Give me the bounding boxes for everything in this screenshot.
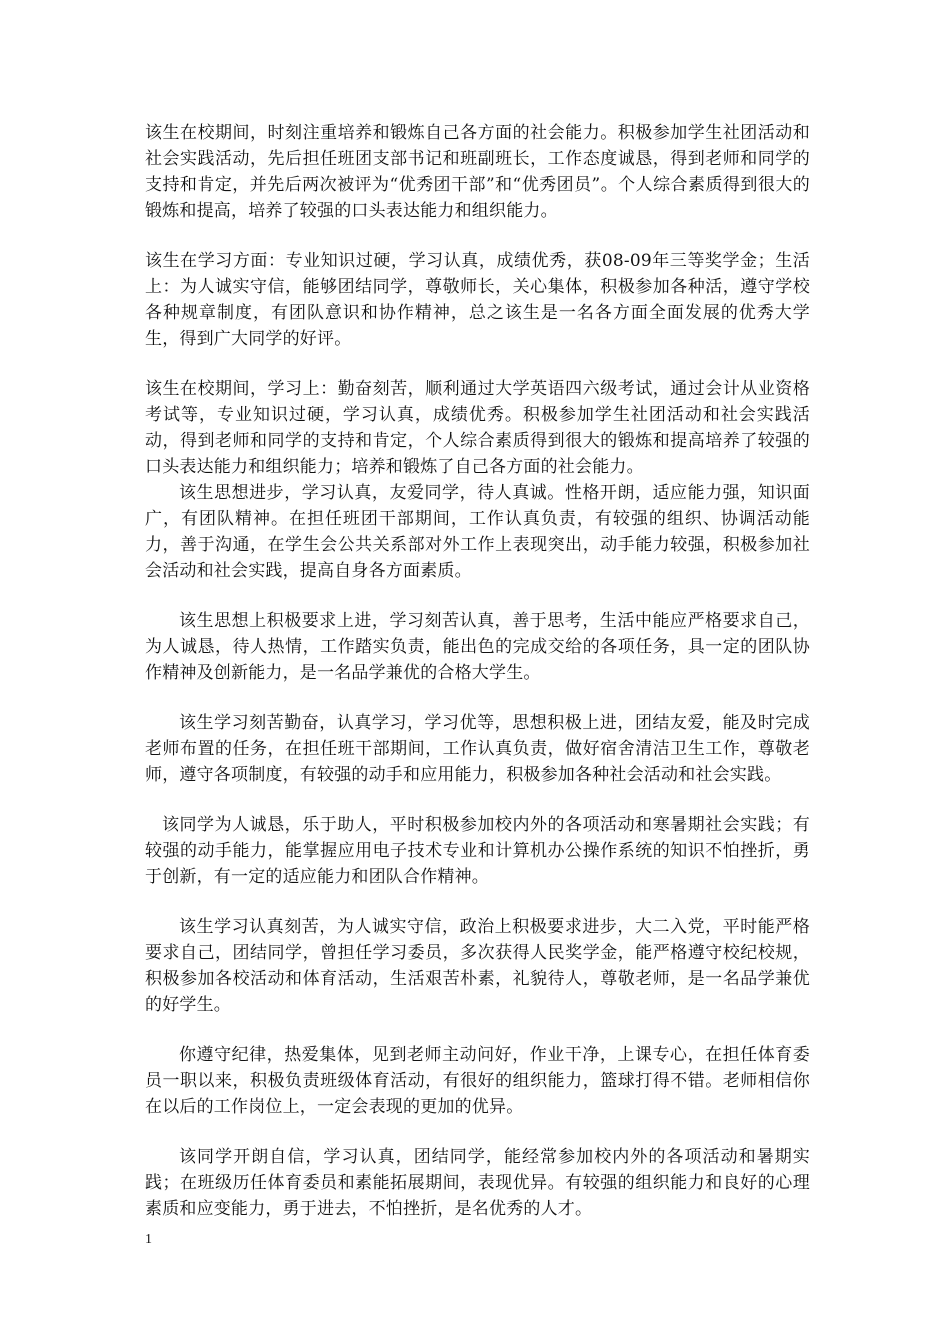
paragraph-4: 该生思想进步，学习认真，友爱同学，待人真诚。性格开朗，适应能力强，知识面广，有团队精神。在担任班团干部期间，工作认真负责，有较强的组织、协调活动能力，善于沟通，在学生会公共关系部对外工作上表现突出，动手能力较强，积极参加社会活动和社会实践，提高自身各方面素质。 — [145, 483, 810, 581]
paragraph-10: 该同学开朗自信，学习认真，团结同学，能经常参加校内外的各项活动和暑期实践；在班级历任体育委员和素能拓展期间，表现优异。有较强的组织能力和良好的心理素质和应变能力，勇于进去，不怕挫折，是名优秀的人才。 — [145, 1147, 810, 1219]
paragraph-9: 你遵守纪律，热爱集体，见到老师主动问好，作业干净，上课专心，在担任体育委员一职以来，积极负责班级体育活动，有很好的组织能力，篮球打得不错。老师相信你在以后的工作岗位上，一定会表现的更加的优异。 — [145, 1045, 810, 1117]
document-body — [145, 120, 810, 1222]
paragraph-1: 该生在校期间，时刻注重培养和锻炼自己各方面的社会能力。积极参加学生社团活动和社会实践活动，先后担任班团支部书记和班副班长，工作态度诚恳，得到老师和同学的支持和肯定，并先后两次被评为“优秀团干部”和“优秀团员”。个人综合素质得到很大的锻炼和提高，培养了较强的口头表达能力和组织能力。 — [145, 123, 810, 221]
paragraph-8: 该生学习认真刻苦，为人诚实守信，政治上积极要求进步，大二入党，平时能严格要求自己，团结同学，曾担任学习委员，多次获得人民奖学金，能严格遵守校纪校规，积极参加各校活动和体育活动，生活艰苦朴素，礼貌待人，尊敬老师，是一名品学兼优的好学生。 — [145, 917, 810, 1015]
paragraph-6: 该生学习刻苦勤奋，认真学习，学习优等，思想积极上进，团结友爱，能及时完成老师布置的任务，在担任班干部期间，工作认真负责，做好宿舍清洁卫生工作，尊敬老师，遵守各项制度，有较强的动手和应用能力，积极参加各种社会活动和社会实践。 — [145, 713, 810, 785]
paragraph-5: 该生思想上积极要求上进，学习刻苦认真，善于思考，生活中能应严格要求自己，为人诚恳，待人热情，工作踏实负责，能出色的完成交给的各项任务，具一定的团队协作精神及创新能力，是一名品学兼优的合格大学生。 — [145, 611, 810, 683]
paragraph-7: 该同学为人诚恳，乐于助人，平时积极参加校内外的各项活动和寒暑期社会实践；有较强的动手能力，能掌握应用电子技术专业和计算机办公操作系统的知识不怕挫折，勇于创新，有一定的适应能力和团队合作精神。 — [145, 815, 810, 887]
paragraph-2: 该生在学习方面：专业知识过硬，学习认真，成绩优秀，获08-09年三等奖学金；生活上：为人诚实守信，能够团结同学，尊敬师长，关心集体，积极参加各种活，遵守学校各种规章制度，有团队意识和协作精神，总之该生是一名各方面全面发展的优秀大学生，得到广大同学的好评。 — [145, 251, 810, 349]
page-number: 1 — [145, 1232, 152, 1247]
paragraph-3: 该生在校期间，学习上：勤奋刻苦，顺利通过大学英语四六级考试，通过会计从业资格考试等，专业知识过硬，学习认真，成绩优秀。积极参加学生社团活动和社会实践活动，得到老师和同学的支持和肯定，个人综合素质得到很大的锻炼和提高培养了较强的口头表达能力和组织能力；培养和锻炼了自己各方面的社会能力。 — [145, 379, 810, 477]
